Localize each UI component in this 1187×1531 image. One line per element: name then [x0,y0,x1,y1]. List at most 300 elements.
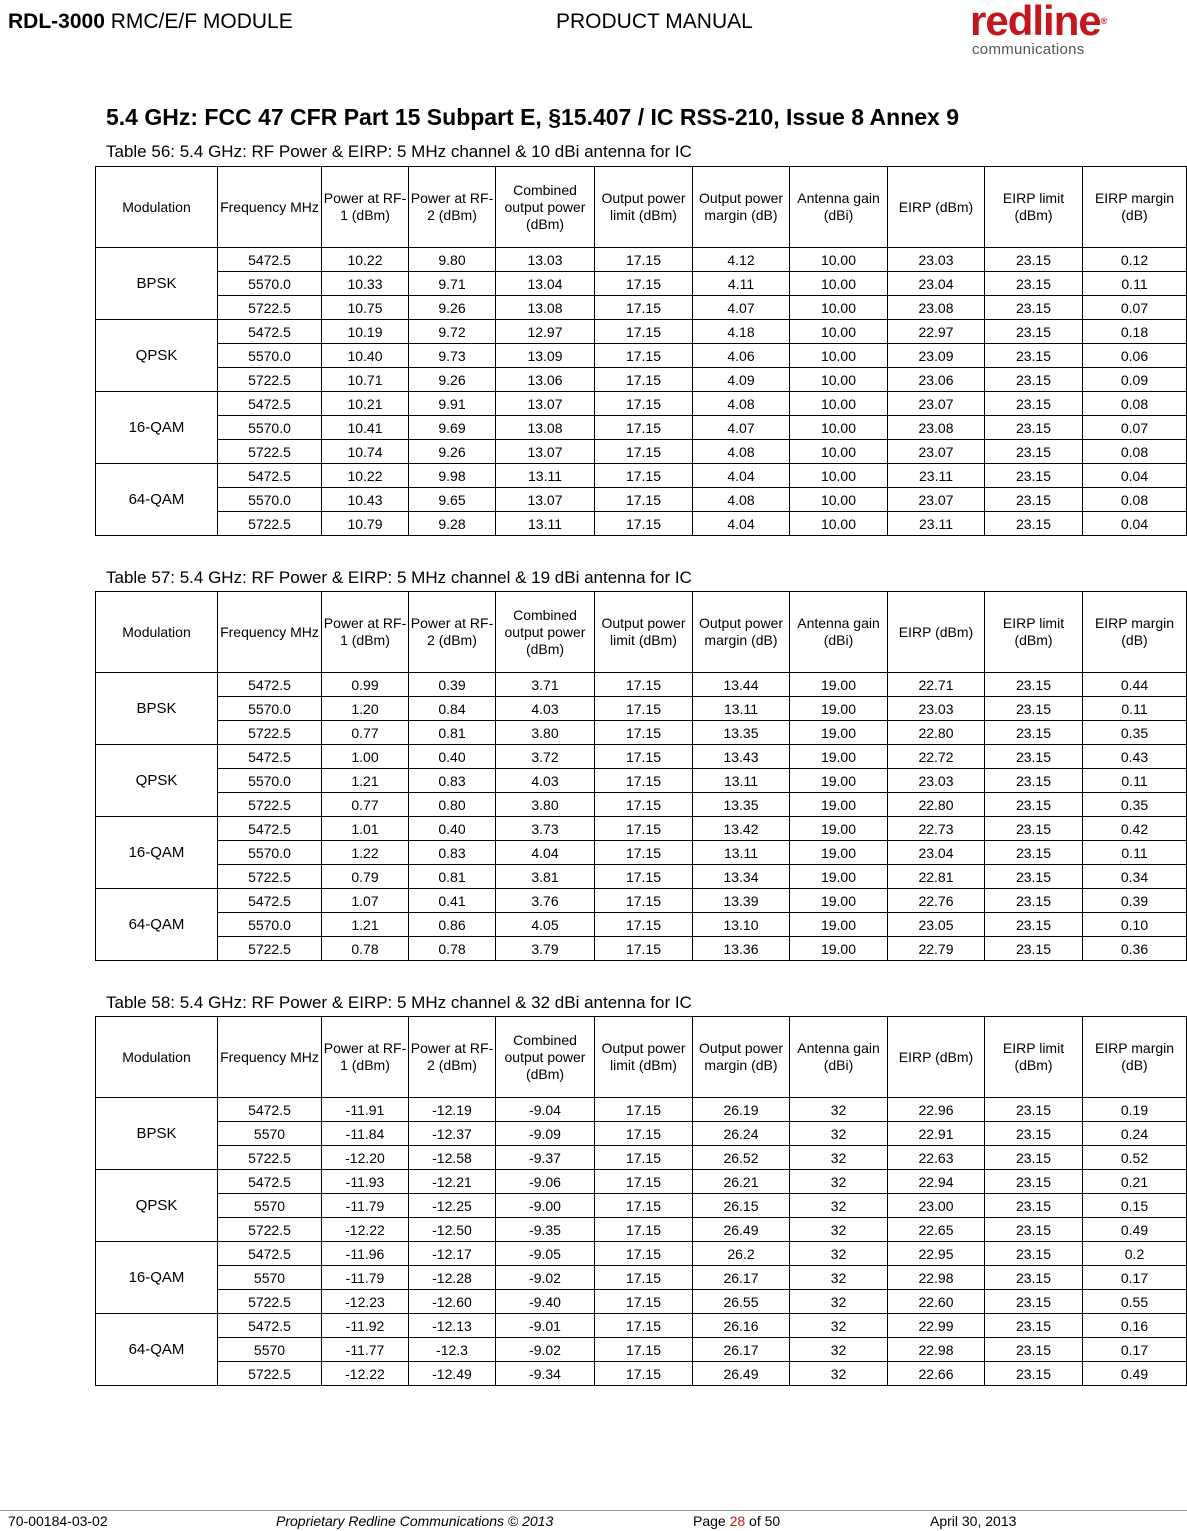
table-cell: 0.06 [1083,344,1187,368]
table-cell: 26.19 [693,1098,790,1122]
table-cell: 1.01 [322,817,409,841]
table-row [96,1266,1187,1290]
table-cell: 13.35 [693,793,790,817]
column-header: Power at RF-1 (dBm) [322,167,409,248]
table-cell: 9.26 [409,296,496,320]
table-cell: 0.08 [1083,488,1187,512]
column-header: Output power margin (dB) [693,1017,790,1098]
table-row [96,512,1187,536]
table-cell: -11.77 [322,1338,409,1362]
table-cell: 32 [790,1338,888,1362]
table-cell: -9.04 [496,1098,595,1122]
table-cell: 10.33 [322,272,409,296]
table-cell: 23.15 [985,1218,1083,1242]
table-cell: -12.22 [322,1362,409,1386]
table-cell: 32 [790,1242,888,1266]
column-header: Antenna gain (dBi) [790,1017,888,1098]
table-cell: 10.21 [322,392,409,416]
column-header: Frequency MHz [218,1017,322,1098]
table-cell: 5472.5 [218,745,322,769]
table-cell: 23.15 [985,865,1083,889]
table-cell: 1.00 [322,745,409,769]
table-cell: 23.07 [888,440,985,464]
column-header: Power at RF-2 (dBm) [409,592,496,673]
table-row [96,1242,1187,1266]
table-cell: 23.15 [985,248,1083,272]
modulation-cell: QPSK [96,745,218,817]
table-cell: 4.06 [693,344,790,368]
table-cell: 5722.5 [218,512,322,536]
table-row [96,913,1187,937]
column-header: Antenna gain (dBi) [790,167,888,248]
table-cell: 23.07 [888,392,985,416]
table-cell: -11.96 [322,1242,409,1266]
manual-label: PRODUCT MANUAL [556,10,753,33]
table-cell: -12.28 [409,1266,496,1290]
table-cell: 13.34 [693,865,790,889]
table-cell: 23.15 [985,464,1083,488]
table-cell: 17.15 [595,793,693,817]
column-header: EIRP limit (dBm) [985,167,1083,248]
table-cell: 12.97 [496,320,595,344]
table-cell: 19.00 [790,697,888,721]
table-cell: 5472.5 [218,889,322,913]
table-caption: Table 57: 5.4 GHz: RF Power & EIRP: 5 MHz channel & 19 dBi antenna for IC [106,568,692,587]
table-cell: 10.00 [790,320,888,344]
registered-mark-icon: ® [1100,16,1107,26]
table-cell: 22.95 [888,1242,985,1266]
table-cell: 22.60 [888,1290,985,1314]
power-eirp-table [95,1016,1187,1386]
table-cell: 5722.5 [218,721,322,745]
table-cell: 4.07 [693,416,790,440]
table-cell: -12.20 [322,1146,409,1170]
table-cell: 9.80 [409,248,496,272]
table-cell: 5570.0 [218,272,322,296]
table-cell: 17.15 [595,817,693,841]
table-cell: 26.49 [693,1218,790,1242]
table-row [96,488,1187,512]
table-cell: -9.06 [496,1170,595,1194]
table-cell: 0.99 [322,673,409,697]
footer-page-prefix: Page [693,1513,730,1529]
table-cell: 0.36 [1083,937,1187,961]
table-cell: 9.26 [409,440,496,464]
table-cell: 5570.0 [218,913,322,937]
column-header: Output power limit (dBm) [595,592,693,673]
table-cell: 22.98 [888,1338,985,1362]
table-cell: 5570.0 [218,697,322,721]
power-eirp-table [95,591,1187,961]
table-cell: 0.84 [409,697,496,721]
modulation-cell: 64-QAM [96,889,218,961]
table-cell: 10.41 [322,416,409,440]
table-cell: 0.35 [1083,721,1187,745]
table-cell: 23.04 [888,272,985,296]
table-row [96,841,1187,865]
table-cell: 0.19 [1083,1098,1187,1122]
table-row [96,272,1187,296]
table-cell: 23.15 [985,512,1083,536]
table-cell: -12.58 [409,1146,496,1170]
table-cell: 17.15 [595,344,693,368]
table-cell: 32 [790,1218,888,1242]
table-cell: 22.99 [888,1314,985,1338]
table-cell: 23.15 [985,1290,1083,1314]
table-cell: 17.15 [595,745,693,769]
table-cell: -12.19 [409,1098,496,1122]
table-row [96,937,1187,961]
table-cell: -12.3 [409,1338,496,1362]
table-cell: 4.08 [693,440,790,464]
table-cell: 0.40 [409,745,496,769]
table-cell: 19.00 [790,745,888,769]
table-cell: 23.15 [985,416,1083,440]
table-cell: 13.11 [496,512,595,536]
table-caption: Table 58: 5.4 GHz: RF Power & EIRP: 5 MHz channel & 32 dBi antenna for IC [106,993,692,1012]
table-cell: 17.15 [595,769,693,793]
table-row [96,1122,1187,1146]
table-cell: 0.78 [409,937,496,961]
table-cell: 4.04 [693,464,790,488]
table-cell: 23.15 [985,1170,1083,1194]
table-cell: 3.76 [496,889,595,913]
table-cell: 23.09 [888,344,985,368]
table-cell: -9.40 [496,1290,595,1314]
table-cell: 0.41 [409,889,496,913]
table-cell: 22.80 [888,793,985,817]
table-cell: 13.07 [496,488,595,512]
table-cell: 23.15 [985,1266,1083,1290]
table-cell: 5472.5 [218,392,322,416]
table-cell: 19.00 [790,841,888,865]
table-cell: 9.98 [409,464,496,488]
table-cell: -9.02 [496,1266,595,1290]
column-header: EIRP limit (dBm) [985,1017,1083,1098]
table-cell: 10.43 [322,488,409,512]
table-cell: 0.77 [322,793,409,817]
table-cell: 17.15 [595,512,693,536]
column-header: Output power limit (dBm) [595,167,693,248]
table-row [96,1098,1187,1122]
table-cell: 5472.5 [218,817,322,841]
table-cell: 0.77 [322,721,409,745]
table-cell: 5472.5 [218,464,322,488]
table-cell: 26.17 [693,1266,790,1290]
table-cell: -12.50 [409,1218,496,1242]
table-cell: 0.49 [1083,1218,1187,1242]
footer-divider [0,1510,1187,1511]
column-header: Combined output power (dBm) [496,167,595,248]
table-row [96,721,1187,745]
table-cell: 23.05 [888,913,985,937]
table-cell: -11.91 [322,1098,409,1122]
table-cell: 32 [790,1170,888,1194]
table-cell: 0.39 [409,673,496,697]
table-cell: 0.11 [1083,841,1187,865]
table-cell: 23.15 [985,1098,1083,1122]
footer-page-suffix: of 50 [745,1513,781,1529]
table-cell: 5570 [218,1338,322,1362]
table-cell: 5570 [218,1194,322,1218]
table-row [96,1362,1187,1386]
table-cell: 4.09 [693,368,790,392]
table-cell: 22.72 [888,745,985,769]
table-cell: 19.00 [790,913,888,937]
table-cell: 0.07 [1083,296,1187,320]
table-cell: 17.15 [595,1290,693,1314]
table-cell: 0.55 [1083,1290,1187,1314]
column-header: Modulation [96,1017,218,1098]
table-cell: 9.69 [409,416,496,440]
table-cell: 5722.5 [218,937,322,961]
modulation-cell: BPSK [96,1098,218,1170]
footer-page [693,1513,780,1529]
table-header-row [96,592,1187,673]
table-cell: 23.15 [985,673,1083,697]
column-header: Antenna gain (dBi) [790,592,888,673]
table-cell: 32 [790,1362,888,1386]
table-cell: 1.22 [322,841,409,865]
table-cell: 17.15 [595,1338,693,1362]
table-cell: 22.76 [888,889,985,913]
table-cell: 0.17 [1083,1338,1187,1362]
table-cell: 19.00 [790,937,888,961]
table-cell: 0.43 [1083,745,1187,769]
column-header: Modulation [96,592,218,673]
table-cell: 32 [790,1266,888,1290]
product-name-bold: RDL-3000 [8,10,105,33]
table-row [96,320,1187,344]
table-cell: 19.00 [790,673,888,697]
table-cell: 4.05 [496,913,595,937]
table-cell: 26.24 [693,1122,790,1146]
table-cell: 3.72 [496,745,595,769]
table-cell: 23.15 [985,913,1083,937]
table-cell: -12.49 [409,1362,496,1386]
table-cell: 32 [790,1290,888,1314]
table-cell: 13.44 [693,673,790,697]
table-cell: -9.02 [496,1338,595,1362]
table-cell: 0.04 [1083,464,1187,488]
table-cell: 23.15 [985,793,1083,817]
table-cell: 22.63 [888,1146,985,1170]
table-cell: 1.20 [322,697,409,721]
table-cell: 5472.5 [218,1098,322,1122]
table-row [96,1146,1187,1170]
table-cell: 23.15 [985,440,1083,464]
table-cell: 1.07 [322,889,409,913]
column-header: EIRP margin (dB) [1083,167,1187,248]
table-cell: 5472.5 [218,1314,322,1338]
table-cell: 13.11 [693,769,790,793]
table-row [96,344,1187,368]
table-row [96,1290,1187,1314]
table-cell: 23.04 [888,841,985,865]
table-cell: 19.00 [790,793,888,817]
table-cell: 13.08 [496,416,595,440]
table-cell: 17.15 [595,673,693,697]
table-cell: 0.08 [1083,392,1187,416]
table-cell: 0.16 [1083,1314,1187,1338]
table-cell: 13.39 [693,889,790,913]
table-cell: 23.15 [985,841,1083,865]
table-cell: 13.11 [693,841,790,865]
table-cell: 17.15 [595,1194,693,1218]
table-cell: -11.92 [322,1314,409,1338]
table-cell: 17.15 [595,1098,693,1122]
table-cell: 13.42 [693,817,790,841]
table-cell: 5722.5 [218,440,322,464]
table-cell: -11.79 [322,1266,409,1290]
table-cell: 17.15 [595,913,693,937]
table-cell: 13.07 [496,392,595,416]
table-cell: 0.11 [1083,769,1187,793]
table-cell: 0.52 [1083,1146,1187,1170]
table-cell: -9.05 [496,1242,595,1266]
modulation-cell: 64-QAM [96,1314,218,1386]
table-cell: 3.71 [496,673,595,697]
table-cell: 23.15 [985,1146,1083,1170]
table-cell: 32 [790,1122,888,1146]
table-row [96,865,1187,889]
table-cell: 5722.5 [218,368,322,392]
table-cell: 23.03 [888,248,985,272]
table-cell: 1.21 [322,769,409,793]
table-cell: 0.21 [1083,1170,1187,1194]
table-cell: 26.49 [693,1362,790,1386]
modulation-cell: 16-QAM [96,817,218,889]
table-cell: 23.15 [985,697,1083,721]
table-cell: 10.00 [790,248,888,272]
table-cell: 23.15 [985,817,1083,841]
table-row [96,1314,1187,1338]
table-cell: 0.12 [1083,248,1187,272]
table-cell: 0.49 [1083,1362,1187,1386]
table-cell: 1.21 [322,913,409,937]
table-cell: 26.21 [693,1170,790,1194]
table-cell: 10.22 [322,248,409,272]
table-cell: 26.16 [693,1314,790,1338]
table-cell: 5722.5 [218,1362,322,1386]
table-cell: -9.37 [496,1146,595,1170]
table-cell: 0.2 [1083,1242,1187,1266]
table-cell: 10.00 [790,344,888,368]
table-cell: 23.03 [888,769,985,793]
redline-logo [970,0,1110,56]
table-cell: 10.00 [790,416,888,440]
table-row [96,440,1187,464]
table-row [96,769,1187,793]
table-cell: 5570.0 [218,416,322,440]
table-cell: 23.00 [888,1194,985,1218]
table-cell: 23.15 [985,889,1083,913]
table-cell: 10.00 [790,392,888,416]
table-cell: 0.79 [322,865,409,889]
table-cell: 17.15 [595,440,693,464]
column-header: EIRP (dBm) [888,592,985,673]
table-cell: 13.08 [496,296,595,320]
table-cell: 0.83 [409,841,496,865]
table-cell: 4.12 [693,248,790,272]
table-cell: 13.36 [693,937,790,961]
section-title: 5.4 GHz: FCC 47 CFR Part 15 Subpart E, §15.407 / IC RSS-210, Issue 8 Annex 9 [106,104,960,130]
logo-word: redline [970,0,1101,44]
table-cell: 0.08 [1083,440,1187,464]
table-cell: 4.08 [693,392,790,416]
table-row [96,1194,1187,1218]
table-cell: 17.15 [595,272,693,296]
table-cell: 22.79 [888,937,985,961]
table-cell: 23.15 [985,1122,1083,1146]
table-cell: 5472.5 [218,673,322,697]
table-cell: 32 [790,1146,888,1170]
table-cell: 0.40 [409,817,496,841]
table-cell: 17.15 [595,1362,693,1386]
table-cell: 13.43 [693,745,790,769]
table-cell: 19.00 [790,889,888,913]
table-cell: 4.03 [496,697,595,721]
table-cell: -12.37 [409,1122,496,1146]
table-cell: 5722.5 [218,1218,322,1242]
table-cell: 23.15 [985,769,1083,793]
table-cell: 5722.5 [218,296,322,320]
table-cell: 4.04 [693,512,790,536]
table-cell: 23.15 [985,392,1083,416]
table-cell: 5570.0 [218,769,322,793]
table-cell: 13.11 [496,464,595,488]
table-cell: 23.11 [888,512,985,536]
table-cell: 23.15 [985,745,1083,769]
table-cell: 4.07 [693,296,790,320]
table-row [96,392,1187,416]
table-cell: 22.65 [888,1218,985,1242]
table-cell: 32 [790,1098,888,1122]
table-cell: 17.15 [595,865,693,889]
table-cell: 5472.5 [218,1242,322,1266]
table-caption: Table 56: 5.4 GHz: RF Power & EIRP: 5 MHz channel & 10 dBi antenna for IC [106,142,692,161]
table-cell: 4.18 [693,320,790,344]
table-cell: 17.15 [595,368,693,392]
product-name-rest: RMC/E/F MODULE [104,10,293,33]
table-header-row [96,1017,1187,1098]
table-cell: 0.35 [1083,793,1187,817]
footer-copyright: Proprietary Redline Communications © 2013 [276,1513,554,1529]
table-cell: 3.80 [496,721,595,745]
table-cell: 26.55 [693,1290,790,1314]
table-row [96,745,1187,769]
table-cell: 23.15 [985,272,1083,296]
table-cell: 32 [790,1314,888,1338]
table-cell: 22.66 [888,1362,985,1386]
column-header: Power at RF-2 (dBm) [409,167,496,248]
table-cell: 23.15 [985,344,1083,368]
table-cell: 13.07 [496,440,595,464]
table-cell: 23.15 [985,320,1083,344]
column-header: EIRP (dBm) [888,167,985,248]
table-cell: 17.15 [595,248,693,272]
table-cell: 4.04 [496,841,595,865]
table-cell: 17.15 [595,392,693,416]
logo-sub: communications [972,41,1085,58]
table-cell: 17.15 [595,320,693,344]
table-cell: 0.17 [1083,1266,1187,1290]
table-cell: 17.15 [595,464,693,488]
table-row [96,248,1187,272]
table-cell: 17.15 [595,889,693,913]
table-cell: 19.00 [790,817,888,841]
table-cell: 17.15 [595,416,693,440]
